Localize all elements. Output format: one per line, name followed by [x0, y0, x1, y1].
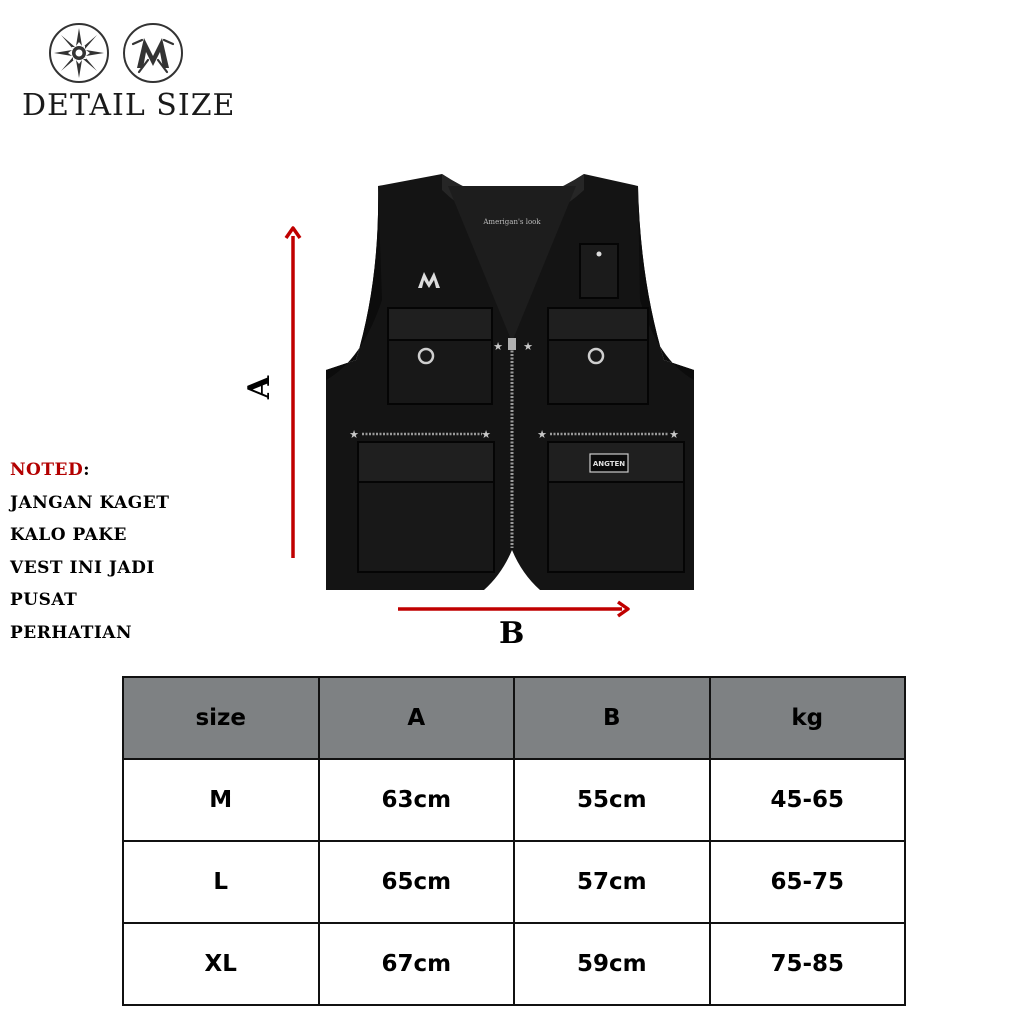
table-cell: 67cm — [319, 923, 515, 1005]
vest-product-image — [322, 160, 700, 590]
column-header-a: A — [319, 677, 515, 759]
svg-text:ANGTEN: ANGTEN — [592, 460, 626, 468]
brand-monogram-icon — [122, 22, 184, 84]
note-line: VEST INI JADI — [10, 557, 155, 578]
sun-emblem-icon — [48, 22, 110, 84]
logo-group — [48, 22, 184, 84]
table-row — [123, 759, 905, 841]
table-cell: 75-85 — [710, 923, 906, 1005]
dimension-label-a: A — [242, 375, 278, 400]
table-row — [123, 841, 905, 923]
note-line: PERHATIAN — [10, 622, 133, 643]
height-arrow — [282, 222, 304, 558]
table-cell: 63cm — [319, 759, 515, 841]
column-header-b: B — [514, 677, 710, 759]
table-cell: 55cm — [514, 759, 710, 841]
note-line: KALO PAKE — [10, 525, 127, 545]
svg-text:Amerigan's look: Amerigan's look — [483, 218, 541, 226]
page-title: DETAIL SIZE — [22, 88, 236, 123]
table-cell: 65cm — [319, 841, 515, 923]
table-row — [123, 923, 905, 1005]
svg-text:★: ★ — [349, 428, 359, 441]
table-cell: 45-65 — [710, 759, 906, 841]
table-cell: 57cm — [514, 841, 710, 923]
table-header-row — [123, 677, 905, 759]
note-line: JANGAN KAGET — [10, 492, 170, 513]
svg-text:★: ★ — [493, 340, 503, 353]
size-table — [122, 676, 906, 1006]
svg-text:★: ★ — [481, 428, 491, 441]
table-cell: 59cm — [514, 923, 710, 1005]
table-cell: M — [123, 759, 319, 841]
note-block — [10, 454, 169, 649]
svg-text:★: ★ — [523, 340, 533, 353]
column-header-size: size — [123, 677, 319, 759]
svg-text:★: ★ — [669, 428, 679, 441]
dimension-label-b: B — [499, 616, 525, 651]
svg-text:★: ★ — [537, 428, 547, 441]
table-cell: XL — [123, 923, 319, 1005]
note-line: PUSAT — [10, 590, 78, 610]
note-heading: NOTED: — [10, 460, 90, 480]
table-cell: 65-75 — [710, 841, 906, 923]
table-cell: L — [123, 841, 319, 923]
column-header-kg: kg — [710, 677, 906, 759]
